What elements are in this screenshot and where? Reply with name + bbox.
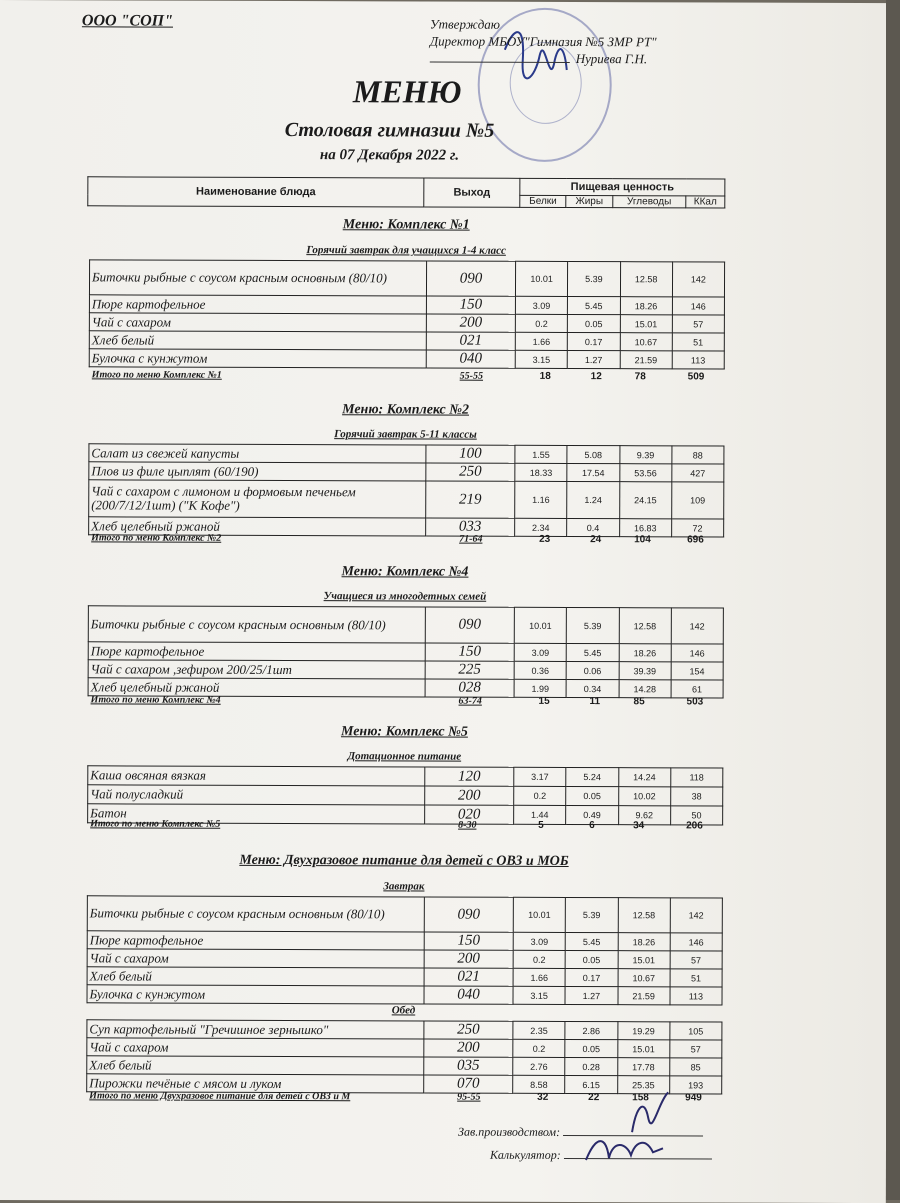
total-row [91,369,722,383]
section-title: Меню: Комплекс №4 [341,564,469,580]
header-proteins: Белки [520,195,566,207]
table-row [89,480,724,519]
proteins-value: 3.17 [514,767,566,786]
kcal-value: 146 [670,933,722,951]
total-label: Итого по меню Комплекс №1 [91,369,222,381]
proteins-value: 1.66 [515,332,567,350]
total-proteins: 15 [538,695,550,707]
fats-value: 5.08 [567,445,619,463]
proteins-value: 10.01 [514,607,566,643]
carbs-value: 21.59 [617,987,669,1005]
fats-value: 1.27 [565,986,617,1004]
dish-name: Салат из свежей капусты [89,444,426,463]
header-fats: Жиры [566,195,612,207]
fats-value: 5.45 [566,643,618,661]
total-proteins: 5 [538,819,544,831]
total-proteins: 32 [537,1091,549,1103]
approval-signature-row [430,50,657,68]
proteins-value: 3.15 [513,986,565,1004]
dish-name: Хлеб целебный ржаной [88,678,425,697]
table-row [87,985,722,1005]
proteins-value: 10.01 [515,261,567,296]
kcal-value: 85 [669,1058,721,1076]
kcal-value: 51 [672,333,724,351]
total-output: 63-74 [458,695,482,707]
table-row [87,1020,722,1040]
proteins-value: 0.2 [513,950,565,968]
header-output: Выход [424,178,520,207]
fats-value: 5.45 [565,932,617,950]
fats-value: 17.54 [567,463,619,481]
total-label: Итого по меню Комплекс №5 [90,818,221,830]
total-carbs: 85 [633,696,645,708]
kcal-value: 88 [672,446,724,464]
carbs-value: 12.58 [620,262,672,297]
page-title: МЕНЮ [352,73,462,110]
fats-value: 0.05 [566,786,618,805]
proteins-value: 3.09 [514,643,566,661]
fats-value: 1.24 [567,481,619,518]
approval-block [430,16,657,68]
page-subtitle: Столовая гимназии №5 [284,118,495,142]
dish-output: 100 [426,445,515,463]
table-row [88,660,723,680]
table-row [89,462,724,482]
table-row [87,949,722,969]
total-fats: 24 [590,534,602,546]
calculator-label: Калькулятор: [489,1147,561,1162]
fats-value: 0.06 [566,661,618,679]
carbs-value: 12.58 [618,898,670,933]
section-subtitle: Завтрак [383,880,425,893]
kcal-value: 193 [669,1076,721,1094]
carbs-value: 18.26 [620,297,672,315]
dish-name: Чай с сахаром с лимоном и формовым печеньем (200/7/12/1шт) ("К Кофе") [89,480,426,518]
menu-table [88,443,724,537]
dish-name: Пирожки печёные с мясом и луком [87,1074,424,1093]
table-row [88,642,723,662]
carbs-value: 15.01 [620,315,672,333]
header-carbs: Углеводы [612,196,685,208]
dish-name: Биточки рыбные с соусом красным основным (80/10) [87,896,424,932]
dish-name: Биточки рыбные с соусом красным основным (80/10) [88,606,425,643]
section-subtitle: Горячий завтрак 5-11 классы [334,428,477,441]
fats-value: 6.15 [565,1075,617,1093]
total-label: Итого по меню Комплекс №2 [91,532,222,544]
carbs-value: 10.02 [618,787,670,806]
proteins-value: 0.36 [514,661,566,679]
dish-output: 070 [424,1075,513,1093]
section-subtitle: Горячий завтрак для учащихся 1-4 класс [306,244,506,257]
carbs-value: 9.39 [619,446,671,464]
total-carbs: 158 [632,1092,649,1104]
dish-name: Пюре картофельное [88,642,425,661]
dish-name: Пюре картофельное [87,931,424,950]
approval-position: Директор МБОУ"Гимназия №5 ЗМР РТ" [429,33,657,50]
total-kcal: 206 [686,820,703,832]
table-row [89,313,724,333]
carbs-value: 14.28 [619,680,671,698]
production-manager-label: Зав.производством: [458,1124,561,1139]
dish-name: Чай с сахаром [89,313,426,332]
table-row [89,260,724,297]
total-label: Итого по меню Двухразовое питание для детей с ОВЗ и М [89,1090,351,1103]
table-row [87,967,722,987]
dish-output: 021 [424,968,513,986]
total-fats: 6 [589,820,595,832]
total-kcal: 696 [687,534,704,546]
carbs-value: 15.01 [618,951,670,969]
table-row [87,896,722,933]
total-fats: 12 [590,371,602,383]
carbs-value: 15.01 [617,1040,669,1058]
kcal-value: 154 [671,662,723,680]
carbs-value: 18.26 [618,933,670,951]
section-title: Меню: Комплекс №2 [342,402,470,418]
carbs-value: 12.58 [619,608,671,644]
section-subtitle: Учащиеся из многодетных семей [323,590,487,603]
dish-name: Чай с сахаром [87,1038,424,1057]
fats-value: 0.49 [566,805,618,824]
fats-value: 0.17 [568,332,620,350]
dish-name: Батон [88,804,425,824]
kcal-value: 142 [671,608,723,644]
header-kcal: ККал [686,196,725,208]
kcal-value: 38 [670,787,722,806]
section-title: Меню: Комплекс №1 [342,217,470,233]
dish-output: 150 [424,932,513,950]
dish-output: 021 [426,332,515,350]
dish-output: 150 [425,643,514,661]
dish-name: Хлеб целебный ржаной [89,517,426,536]
fats-value: 0.05 [565,950,617,968]
dish-output: 090 [426,261,515,296]
background-edge [886,0,900,1200]
kcal-value: 57 [670,951,722,969]
total-proteins: 18 [539,370,551,382]
fats-value: 0.4 [567,518,619,536]
section-subtitle: Дотационное питание [347,750,462,763]
dish-output: 040 [424,986,513,1004]
dish-output: 200 [424,950,513,968]
kcal-value: 113 [672,351,724,369]
dish-output: 035 [424,1057,513,1075]
approval-caption: Утверждаю [429,16,501,32]
total-carbs: 104 [634,534,651,546]
dish-name: Булочка с кунжутом [89,349,426,368]
header-nutrition: Пищевая ценность [520,178,725,196]
carbs-value: 18.26 [619,644,671,662]
dish-output: 225 [425,661,514,679]
fats-value: 5.39 [568,261,620,296]
proteins-value: 3.15 [515,350,567,368]
fats-value: 5.24 [566,767,618,786]
total-label: Итого по меню Комплекс №4 [90,694,221,706]
carbs-value: 19.29 [617,1022,669,1040]
column-header [87,176,725,208]
dish-output: 250 [426,463,515,481]
dish-output: 150 [426,296,515,314]
director-name: Нуриева Г.Н. [575,51,648,67]
dish-name: Хлеб белый [87,967,424,986]
kcal-value: 72 [671,519,723,537]
fats-value: 0.05 [568,314,620,332]
kcal-value: 427 [672,464,724,482]
table-row [88,766,723,787]
fats-value: 0.05 [565,1039,617,1057]
carbs-value: 24.15 [619,482,671,519]
proteins-value: 2.35 [513,1021,565,1039]
total-carbs: 78 [634,371,646,383]
menu-table [86,1019,722,1094]
carbs-value: 9.62 [618,806,670,825]
dish-name: Чай полусладкий [88,785,425,805]
proteins-value: 1.55 [515,445,567,463]
kcal-value: 51 [670,969,722,987]
proteins-value: 3.09 [515,296,567,314]
total-fats: 22 [588,1092,600,1104]
dish-name: Плов из филе цыплят (60/190) [89,462,426,481]
proteins-value: 10.01 [513,897,565,932]
kcal-value: 142 [670,898,722,933]
dish-name: Биточки рыбные с соусом красным основным (80/10) [89,260,426,296]
total-output: 8-30 [458,819,477,831]
dish-output: 200 [424,1039,513,1057]
dish-output: 020 [425,805,514,824]
carbs-value: 16.83 [619,519,671,537]
carbs-value: 14.24 [618,768,670,787]
dish-name: Каша овсяная вязкая [88,766,425,786]
dish-output: 250 [424,1021,513,1039]
carbs-value: 21.59 [620,351,672,369]
proteins-value: 1.99 [514,679,566,697]
table-row [87,1056,722,1076]
kcal-value: 50 [670,806,722,825]
calculator-signature [581,1130,671,1170]
dish-output: 090 [425,607,514,643]
fats-value: 0.34 [566,679,618,697]
dish-name: Хлеб белый [89,331,426,350]
dish-name: Пюре картофельное [89,295,426,314]
fats-value: 2.86 [565,1021,617,1039]
total-output: 71-64 [459,533,483,545]
proteins-value: 2.76 [513,1057,565,1075]
menu-table [87,765,723,825]
table-row [89,331,724,351]
dish-output: 028 [425,679,514,697]
total-kcal: 949 [685,1092,702,1104]
kcal-value: 118 [671,768,723,787]
menu-table [86,895,722,1005]
fats-value: 5.39 [565,897,617,932]
carbs-value: 53.56 [619,464,671,482]
kcal-value: 61 [671,680,723,698]
dish-output: 200 [426,314,515,332]
dish-name: Чай с сахаром ,зефиром 200/25/1шт [88,660,425,679]
fats-value: 1.27 [567,350,619,368]
section-subtitle-lunch: Обед [391,1004,416,1017]
dish-output: 219 [426,481,515,518]
dish-name: Чай с сахаром [87,949,424,968]
fats-value: 5.39 [567,607,619,643]
proteins-value: 0.2 [513,1039,565,1057]
table-row [88,606,723,644]
carbs-value: 10.67 [620,333,672,351]
fats-value: 5.45 [568,296,620,314]
table-row [87,1038,722,1058]
dish-output: 120 [425,767,514,786]
dish-output: 090 [424,897,513,932]
organization-name: ООО "СОП" [81,12,174,30]
total-kcal: 509 [687,371,705,383]
kcal-value: 105 [670,1022,722,1040]
table-row [88,785,723,806]
total-proteins: 23 [539,533,551,545]
kcal-value: 109 [671,482,723,519]
proteins-value: 1.66 [513,968,565,986]
proteins-value: 3.09 [513,932,565,950]
proteins-value: 18.33 [515,463,567,481]
carbs-value: 17.78 [617,1058,669,1076]
carbs-value: 25.35 [617,1076,669,1094]
fats-value: 0.17 [565,968,617,986]
table-row [89,349,724,369]
total-output: 55-55 [459,370,484,382]
proteins-value: 0.2 [515,314,567,332]
dish-name: Суп картофельный "Гречишное зернышко" [87,1020,424,1039]
dish-output: 040 [426,350,515,368]
carbs-value: 10.67 [618,969,670,987]
kcal-value: 113 [670,987,722,1005]
kcal-value: 57 [670,1040,722,1058]
section-title: Меню: Комплекс №5 [340,724,468,740]
proteins-value: 2.34 [515,518,567,536]
total-fats: 11 [589,696,601,708]
kcal-value: 146 [671,644,723,662]
menu-table [88,605,724,698]
header-name: Наименование блюда [88,177,424,207]
proteins-value: 8.58 [513,1075,565,1093]
table-row [87,931,722,951]
section-title: Меню: Двухразовое питание для детей с ОВЗ и МОБ [239,852,569,869]
proteins-value: 1.16 [515,481,567,518]
proteins-value: 1.44 [514,805,566,824]
kcal-value: 146 [672,297,724,315]
table-row [89,444,724,464]
dish-name: Булочка с кунжутом [87,985,424,1004]
dish-name: Хлеб белый [87,1056,424,1075]
proteins-value: 0.2 [514,786,566,805]
menu-date: на 07 Декабря 2022 г. [319,147,460,164]
dish-output: 200 [425,786,514,805]
total-output: 95-55 [457,1091,481,1103]
kcal-value: 57 [672,315,724,333]
carbs-value: 39.39 [619,662,671,680]
dish-output: 033 [426,518,515,536]
menu-table [89,259,725,369]
kcal-value: 142 [672,262,724,297]
total-carbs: 34 [633,820,645,832]
total-kcal: 503 [686,696,704,708]
fats-value: 0.28 [565,1057,617,1075]
table-row [89,295,724,315]
